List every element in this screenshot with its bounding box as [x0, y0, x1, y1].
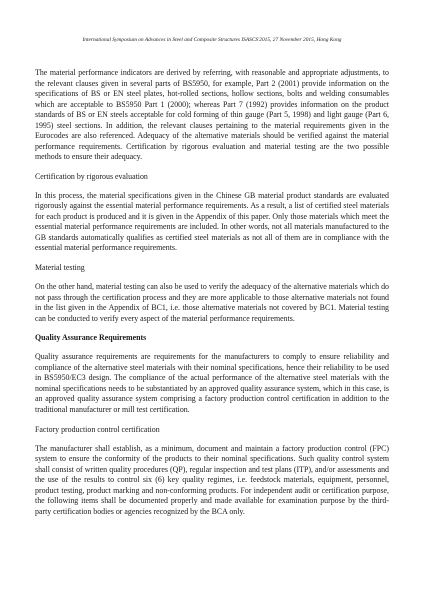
- subheading-certification: Certification by rigorous evaluation: [35, 171, 148, 181]
- intro-paragraph: The material performance indicators are derived by referring, with reasonable and appropriate adjustments, to the relevant clauses given in several parts of BS5950, for example, Part 2 (2001) provide information on the specifications of BS or EN steel plates, hot-rolled sections, hollow sections, bolts and welding consumables which are acceptable to BS5950 Part 1 (2000); whereas Part 7 (1992) provides information on the product standards of BS or EN steels acceptable for cold forming of thin gauge (Part 5, 1998) and light gauge (Part 6, 1995) steel sections. In addition, the relevant clauses pertaining to the material requirements given in the Eurocodes are also referenced. Adequacy of the alternative materials should be verified against the material performance requirements. Certification by rigorous evaluation and material testing are the two possible methods to ensure their adequacy.: [35, 68, 389, 161]
- subheading-material-testing: Material testing: [35, 262, 85, 272]
- material-testing-paragraph: On the other hand, material testing can also be used to verify the adequacy of the alternative materials which do not pass through the certification process and they are more applicable to those alternative materials not found in the list given in the Appendix of BC1, i.e. those alternative materials not covered by BC1. Material testing can be conducted to verify every aspect of the material performance requirements.: [35, 282, 389, 323]
- factory-production-control-paragraph: The manufacturer shall establish, as a minimum, document and maintain a factory production control (FPC) system to ensure the conformity of the products to their nominal specifications. Such quality control system shall consist of written quality procedures (QP), regular inspection and test plans (ITP), and/or assessments and the use of the results to control six (6) key quality regimes, i.e. feedstock materials, equipment, personnel, product testing, product marking and non-conforming products. For independent audit or certification purpose, the following items shall be documented properly and made available for examination purpose by the third-party certification bodies or agencies recognized by the BCA only.: [35, 443, 389, 516]
- body-text: [35, 68, 389, 517]
- subheading-factory-production-control: Factory production control certification: [35, 424, 160, 434]
- quality-assurance-paragraph: Quality assurance requirements are requirements for the manufacturers to comply to ensure reliability and compliance of the alternative steel materials with their nominal specifications, hence their reliability to be used in BS5950/EC3 design. The compliance of the actual performance of the alternative steel materials with the nominal specifications needs to be substantiated by an approved quality assurance system, which in this case, is an approved quality assurance system comprising a factory production control certification in addition to the traditional manufacturer or mill test certification.: [35, 352, 389, 414]
- running-header: International Symposium on Advances in Steel and Composite Structures ISASCS'2015, 27 November 2015, Hong Kong: [82, 37, 342, 43]
- section-title-quality-assurance: Quality Assurance Requirements: [35, 333, 147, 343]
- certification-paragraph: In this process, the material specifications given in the Chinese GB material product standards are evaluated rigorously against the essential material performance requirements. As a result, a list of certified steel materials for each product is produced and it is given in the Appendix of this paper. Only those materials which meet the essential material performance requirements are included. In other words, not all materials manufactured to the GB standards automatically qualifies as certified steel materials as not all of them are in compliance with the essential material performance requirements.: [35, 190, 389, 253]
